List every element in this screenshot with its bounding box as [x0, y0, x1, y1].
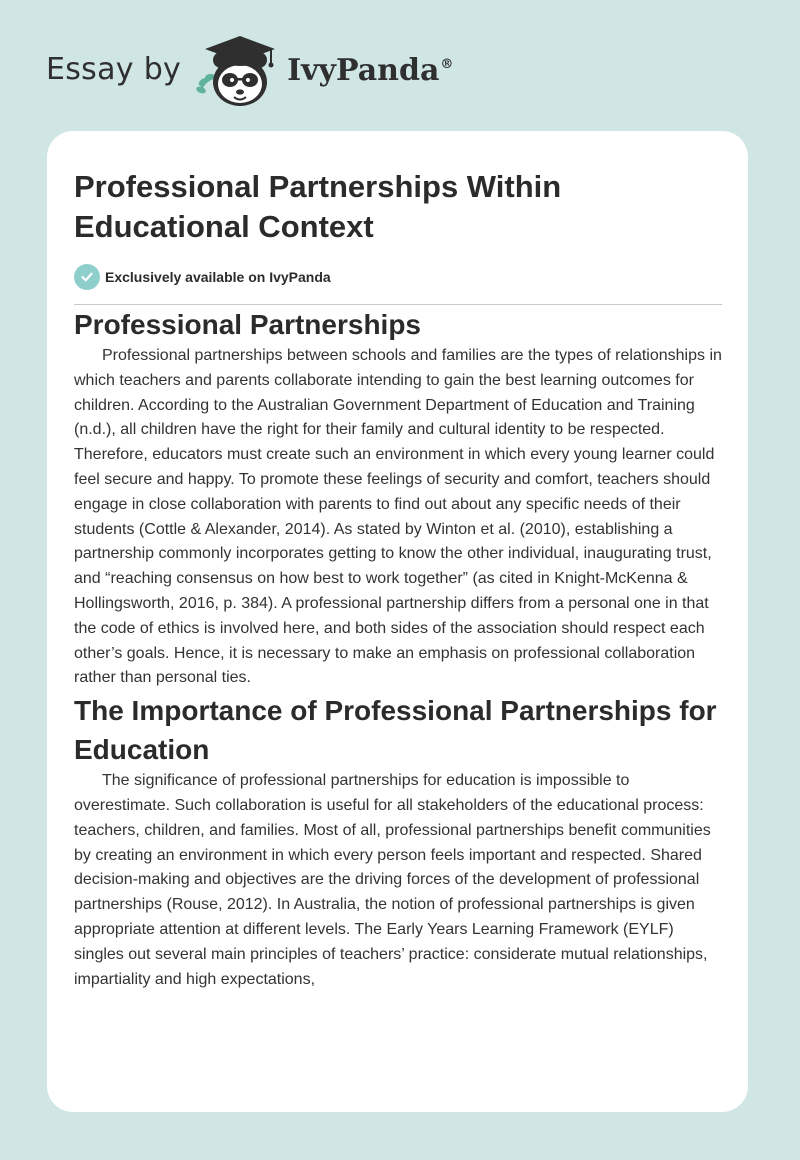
section-heading: Professional Partnerships	[74, 309, 422, 340]
essay-card	[47, 131, 748, 1112]
section-professional-partnerships	[74, 305, 722, 691]
section-importance	[74, 691, 722, 992]
site-brand[interactable]	[46, 30, 453, 110]
brand-name	[287, 53, 453, 88]
brand-prefix: Essay by	[46, 51, 182, 87]
registered-mark: ®	[440, 56, 454, 72]
section-paragraph: The significance of professional partnerships for education is impossible to overestimate. Such collaboration is useful for all stakeholders of the educational process: teachers, children, and families. Most of all, professional partnerships benefit communities by creating an environment in which every person feels important and respected. Shared decision-making and objectives are the driving forces of the development of professional partnerships (Rouse, 2012). In Australia, the notion of professional partnerships is given appropriate attention at different levels. The Early Years Learning Framework (EYLF) singles out several main principles of teachers’ practice: considerate mutual relationships, impartiality and high expectations,	[74, 772, 711, 988]
brand-name-text: IvyPanda	[287, 52, 440, 88]
exclusive-badge	[74, 264, 722, 290]
section-paragraph: Professional partnerships between schools and families are the types of relationships in which teachers and parents collaborate intending to gain the best learning outcomes for children. According to the Australian Government Department of Education and Training (n.d.), all children have the right for their family and cultural identity to be respected. Therefore, educators must create such an environment in which every young learner could feel secure and happy. To promote these feelings of security and comfort, teachers should engage in close collaboration with parents to find out about any specific needs of their students (Cottle & Alexander, 2014). As stated by Winton et al. (2010), establishing a partnership commonly incorporates getting to know the other individual, inaugurating trust, and “reaching consensus on how best to work together” (as cited in Knight-McKenna & Hollingsworth, 2016, p. 384). A professional partnership differs from a personal one in that the code of ethics is involved here, and both sides of the association should respect each other’s goals. Hence, it is necessary to make an emphasis on professional collaboration rather than personal ties.	[74, 347, 722, 687]
page-title: Professional Partnerships Within Educational Context	[74, 169, 562, 244]
panda-logo-icon	[193, 30, 285, 110]
badge-text: Exclusively available on IvyPanda	[105, 269, 331, 285]
section-heading: The Importance of Professional Partnerships for Education	[74, 695, 717, 766]
check-icon	[74, 264, 100, 290]
